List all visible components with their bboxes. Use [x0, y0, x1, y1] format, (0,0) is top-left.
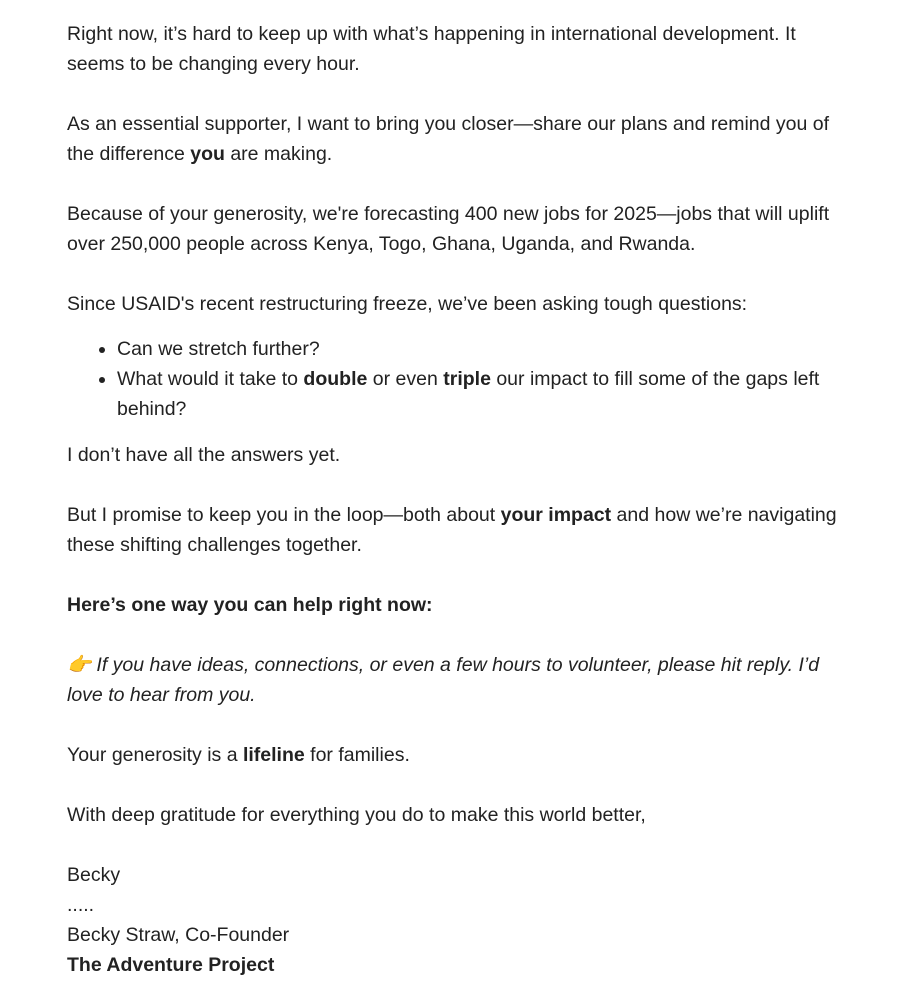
questions-intro: Since USAID's recent restructuring freeze, we’ve been asking tough questions:: [67, 293, 748, 315]
triple-emphasis: triple: [443, 368, 491, 390]
signature-org-name: The Adventure Project: [67, 954, 275, 976]
promise-text-end: and how we’re navigating these shifting challenges together.: [67, 504, 837, 556]
help-heading-text: Here’s one way you can help right now:: [67, 594, 433, 616]
pointing-hand-icon: 👉: [67, 654, 92, 676]
questions-list: [67, 334, 837, 424]
help-heading: [67, 590, 837, 620]
list-item: [117, 364, 837, 424]
answers-paragraph: I don’t have all the answers yet.: [67, 444, 341, 466]
signature-full-name: Becky Straw, Co-Founder: [67, 924, 290, 946]
supporter-paragraph: [67, 109, 837, 169]
question-text: our impact to fill some of the gaps left behind?: [117, 368, 820, 420]
supporter-text: As an essential supporter, I want to bring you closer—share our plans and remind you of the difference: [67, 113, 830, 165]
email-body: [67, 19, 837, 980]
signature-org: [67, 950, 837, 980]
closing-paragraph: With deep gratitude for everything you do to make this world better,: [67, 804, 646, 826]
lifeline-paragraph: [67, 740, 837, 770]
lifeline-text: Your generosity is a: [67, 744, 243, 766]
lifeline-emphasis: lifeline: [242, 744, 305, 766]
signature-name: Becky: [67, 864, 121, 886]
question-text: or even: [367, 368, 444, 390]
list-item: • Can we stretch further?: [117, 334, 837, 364]
signature-separator: .....: [67, 894, 95, 916]
lifeline-text-end: for families.: [304, 744, 410, 766]
supporter-text-end: are making.: [224, 143, 333, 165]
you-emphasis: you: [190, 143, 225, 165]
double-emphasis: double: [303, 368, 368, 390]
intro-paragraph: Right now, it’s hard to keep up with what’s happening in international development. It seems to be changing every hour.: [67, 23, 796, 75]
call-to-action: [67, 650, 837, 710]
question-text: What would it take to: [117, 368, 304, 390]
call-to-action-text: If you have ideas, connections, or even a few hours to volunteer, please hit reply. I’d love to hear from you.: [67, 654, 820, 706]
promise-text: But I promise to keep you in the loop—both about: [67, 504, 501, 526]
promise-paragraph: [67, 500, 837, 560]
impact-emphasis: your impact: [500, 504, 612, 526]
forecast-paragraph: Because of your generosity, we're forecasting 400 new jobs for 2025—jobs that will uplift over 250,000 people across Kenya, Togo, Ghana, Uganda, and Rwanda.: [67, 203, 830, 255]
signature-block: [67, 860, 837, 980]
